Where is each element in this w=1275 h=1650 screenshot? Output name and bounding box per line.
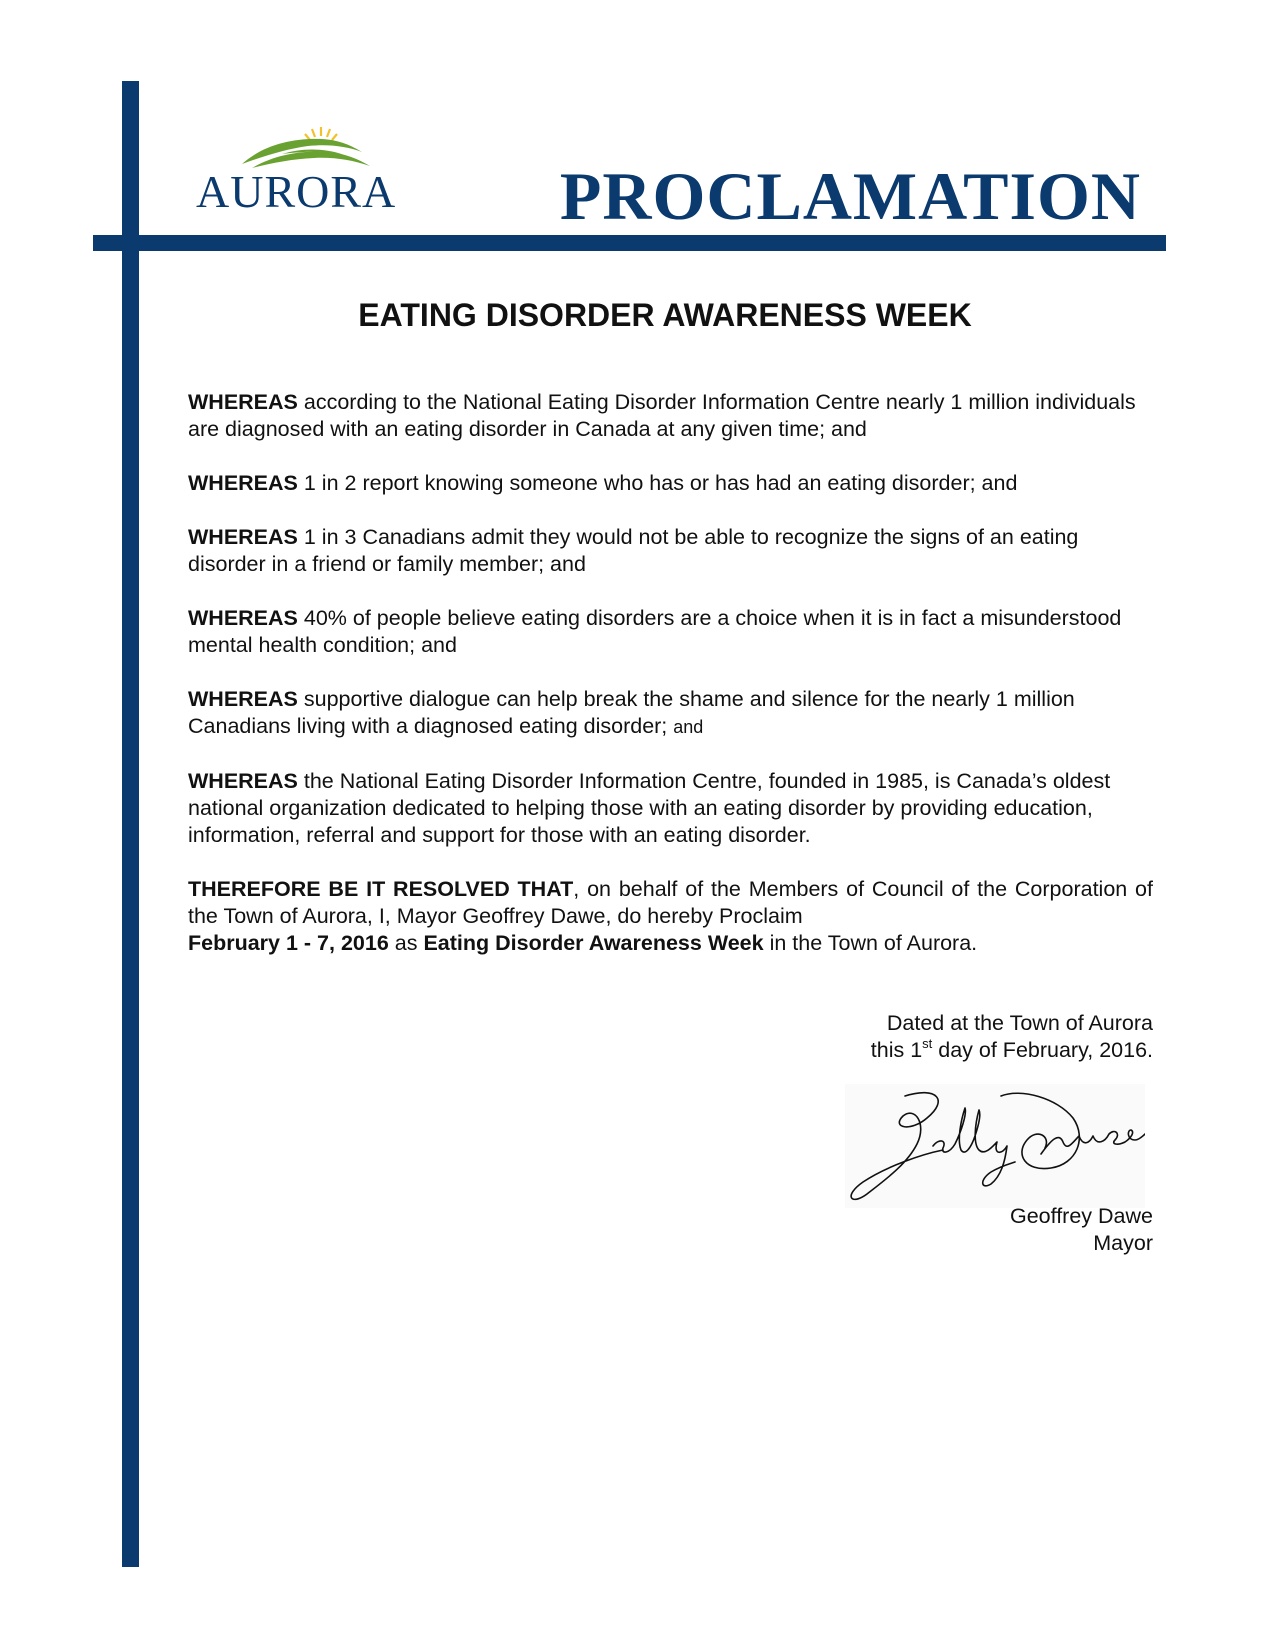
signer-title: Mayor — [1093, 1231, 1153, 1255]
aurora-hills-icon — [242, 124, 372, 172]
whereas-tail: and — [673, 717, 704, 737]
resolution-paragraph — [188, 876, 1153, 957]
resolution-lead: THEREFORE BE IT RESOLVED THAT — [188, 877, 574, 901]
resolution-end: in the Town of Aurora. — [763, 931, 978, 955]
whereas-paragraph — [188, 686, 1153, 741]
mayor-signature — [845, 1084, 1145, 1208]
signature-scrawl — [845, 1084, 1145, 1208]
whereas-text: 40% of people believe eating disorders are a choice when it is in fact a misunderstood mental health condition; and — [188, 606, 1122, 657]
whereas-lead: WHEREAS — [188, 769, 298, 793]
whereas-paragraph — [188, 389, 1153, 443]
whereas-paragraph — [188, 605, 1153, 659]
proclamation-subtitle: EATING DISORDER AWARENESS WEEK — [358, 297, 972, 333]
signature-stroke — [933, 1108, 1015, 1186]
aurora-logo — [196, 124, 416, 220]
whereas-paragraph — [188, 470, 1153, 497]
whereas-lead: WHEREAS — [188, 687, 298, 711]
resolution-event: Eating Disorder Awareness Week — [423, 931, 764, 955]
sun-ray — [332, 134, 337, 140]
dated-ordinal-suffix: st — [922, 1036, 933, 1051]
signature-stroke — [851, 1093, 943, 1200]
signature-stroke — [1001, 1093, 1079, 1168]
whereas-paragraph — [188, 768, 1153, 849]
resolution-text: , on behalf of the Members of Council of the Corporation of the Town of Aurora, I, Mayor Geoffrey Dawe, do hereby Proclaim — [188, 877, 1153, 928]
whereas-lead: WHEREAS — [188, 525, 298, 549]
sun-ray — [327, 129, 330, 137]
dated-line-2-pre: this 1 — [870, 1038, 923, 1062]
resolution-as: as — [388, 931, 424, 955]
aurora-wordmark: AURORA — [196, 166, 397, 217]
whereas-text: the National Eating Disorder Information Centre, founded in 1985, is Canada’s oldest national organization dedicated to helping those with an eating disorder by providing education, information, referral and support for those with an eating disorder. — [188, 769, 1111, 847]
resolution-dates: February 1 - 7, 2016 — [188, 931, 389, 955]
signer-name: Geoffrey Dawe — [1009, 1204, 1153, 1228]
dated-line-1: Dated at the Town of Aurora — [886, 1011, 1153, 1035]
whereas-text: according to the National Eating Disorder Information Centre nearly 1 million individuals are diagnosed with an eating disorder in Canada at any given time; and — [188, 390, 1136, 441]
whereas-text: 1 in 3 Canadians admit they would not be able to recognize the signs of an eating disorder in a friend or family member; and — [188, 525, 1079, 576]
sun-ray — [312, 129, 315, 137]
header-horizontal-rule — [93, 235, 1166, 251]
page-title: PROCLAMATION — [559, 158, 1141, 234]
dated-line-2-post: day of February, 2016. — [932, 1038, 1153, 1062]
whereas-lead: WHEREAS — [188, 471, 298, 495]
signature-stroke — [1041, 1130, 1145, 1154]
signer-block — [1010, 1203, 1153, 1257]
dated-block — [871, 1010, 1153, 1064]
whereas-paragraph — [188, 524, 1153, 578]
whereas-text: supportive dialogue can help break the shame and silence for the nearly 1 million Canadians living with a diagnosed eating disorder; — [188, 687, 1075, 738]
whereas-lead: WHEREAS — [188, 606, 298, 630]
whereas-lead: WHEREAS — [188, 390, 298, 414]
proclamation-body — [188, 389, 1153, 984]
dated-line-2 — [871, 1037, 1153, 1064]
sun-rays — [305, 127, 337, 140]
whereas-text: 1 in 2 report knowing someone who has or has had an eating disorder; and — [297, 471, 1018, 495]
